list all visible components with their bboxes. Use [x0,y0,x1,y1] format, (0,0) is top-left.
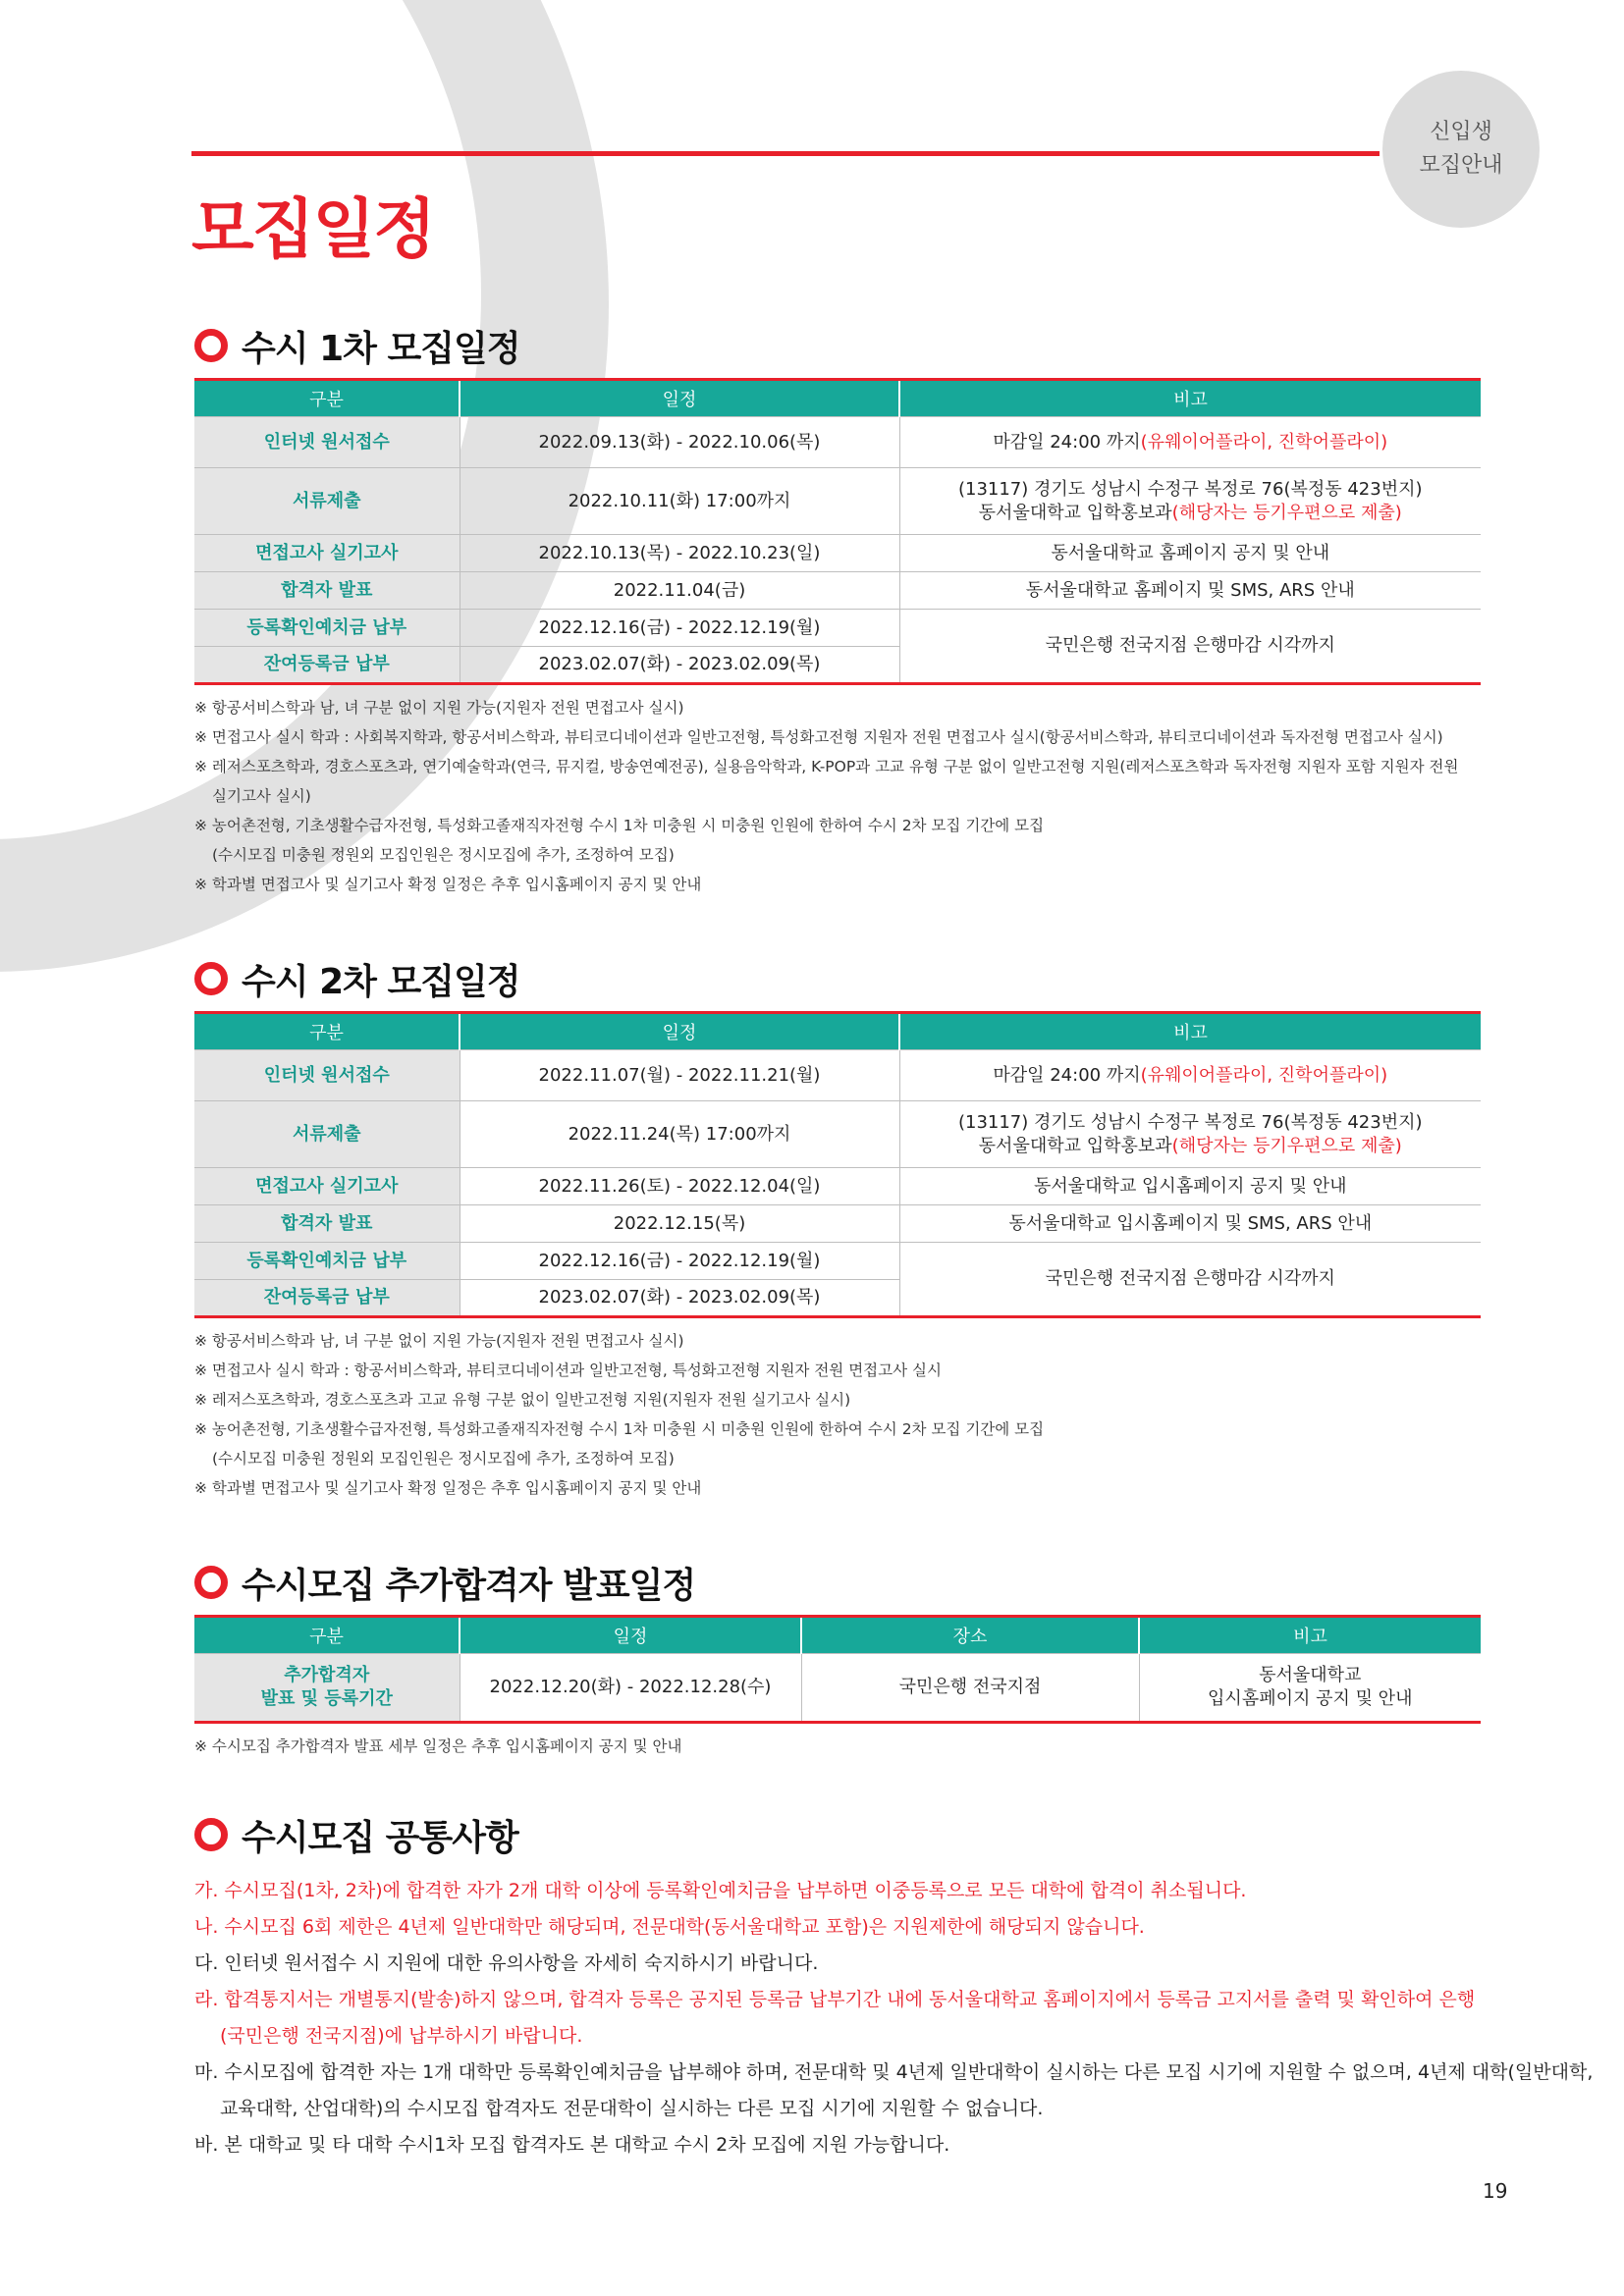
col-header-category: 구분 [194,1617,460,1654]
row-note: 동서울대학교 입시홈페이지 공지 및 안내 [899,1168,1481,1205]
row-date: 2022.11.26(토) - 2022.12.04(일) [460,1168,899,1205]
round2-section [194,954,1481,1503]
badge-line2: 모집안내 [1419,153,1503,178]
round2-title: 수시 2차 모집일정 [242,961,520,1002]
additional-table [194,1615,1481,1724]
row-date: 2022.11.24(목) 17:00까지 [460,1101,899,1168]
additional-notes [194,1732,1481,1761]
col-header-place: 장소 [801,1617,1139,1654]
round1-heading [194,321,1481,370]
common-heading [194,1810,1481,1859]
common-item-ma-cont: 교육대학, 산업대학)의 수시모집 합격자도 전문대학이 실시하는 다른 모집 시기에 지원할 수 없습니다. [220,2098,1044,2119]
circle-bullet-icon [194,1566,228,1599]
row-label: 서류제출 [194,1101,460,1168]
row-date: 2022.11.07(월) - 2022.11.21(월) [460,1050,899,1101]
note-line: ※ 농어촌전형, 기초생활수급자전형, 특성화고졸재직자전형 수시 1차 미충원 시 미충원 인원에 한하여 수시 2차 모집 기간에 모집 [194,817,1045,834]
table-row [194,1050,1481,1101]
circle-bullet-icon [194,962,228,995]
col-header-schedule: 일정 [460,1617,801,1654]
row-label: 인터넷 원서접수 [194,417,460,468]
row-note: 마감일 24:00 까지(유웨이어플라이, 진학어플라이) [899,417,1481,468]
row-note: 마감일 24:00 까지(유웨이어플라이, 진학어플라이) [899,1050,1481,1101]
note-line: ※ 레저스포츠학과, 경호스포츠과 고교 유형 구분 없이 일반고전형 지원(지원자 전원 실기고사 실시) [194,1391,851,1409]
row-date: 2023.02.07(화) - 2023.02.09(목) [460,1280,899,1317]
round1-table [194,378,1481,685]
row-note: 동서울대학교 입시홈페이지 공지 및 안내 [1139,1654,1481,1723]
table-row [194,1243,1481,1280]
circle-bullet-icon [194,329,228,362]
round1-title: 수시 1차 모집일정 [242,328,520,369]
common-item-ra: 라. 합격통지서는 개별통지(발송)하지 않으며, 합격자 등록은 공지된 등록금 납부기간 내에 동서울대학교 홈페이지에서 등록금 고지서를 출력 및 확인하여 은행 [194,1989,1476,2010]
note-line: ※ 면접고사 실시 학과 : 항공서비스학과, 뷰티코디네이션과 일반고전형, 특성화고전형 지원자 전원 면접고사 실시 [194,1362,942,1379]
common-section [194,1810,1594,2163]
page-number: 19 [1483,2179,1508,2203]
additional-heading [194,1558,1481,1607]
note-line: 실기고사 실시) [212,787,311,805]
row-label: 잔여등록금 납부 [194,1280,460,1317]
col-header-category: 구분 [194,380,460,417]
row-label: 합격자 발표 [194,1205,460,1243]
additional-title: 수시모집 추가합격자 발표일정 [242,1565,696,1606]
row-label: 합격자 발표 [194,572,460,610]
table-row [194,572,1481,610]
row-label: 잔여등록금 납부 [194,647,460,684]
row-note: (13117) 경기도 성남시 수정구 복정로 76(복정동 423번지) 동서울대학교 입학홍보과(해당자는 등기우편으로 제출) [899,1101,1481,1168]
row-date: 2022.10.13(목) - 2022.10.23(일) [460,535,899,572]
note-line: ※ 면접고사 실시 학과 : 사회복지학과, 항공서비스학과, 뷰티코디네이션과 일반고전형, 특성화고전형 지원자 전원 면접고사 실시(항공서비스학과, 뷰티코디네이션과 독자전형 면접고사 실시) [194,728,1443,746]
col-header-remarks: 비고 [899,380,1481,417]
row-label: 추가합격자 발표 및 등록기간 [194,1654,460,1723]
common-items [194,1873,1594,2163]
note-line: (수시모집 미충원 정원외 모집인원은 정시모집에 추가, 조정하여 모집) [212,846,675,864]
row-place: 국민은행 전국지점 [801,1654,1139,1723]
col-header-schedule: 일정 [460,380,899,417]
common-item-ba: 바. 본 대학교 및 타 대학 수시1차 모집 합격자도 본 대학교 수시 2차 모집에 지원 가능합니다. [194,2134,950,2156]
row-date: 2022.09.13(화) - 2022.10.06(목) [460,417,899,468]
additional-section [194,1558,1481,1761]
table-row [194,1101,1481,1168]
row-note: (13117) 경기도 성남시 수정구 복정로 76(복정동 423번지) 동서울대학교 입학홍보과(해당자는 등기우편으로 제출) [899,468,1481,535]
note-line: ※ 항공서비스학과 남, 녀 구분 없이 지원 가능(지원자 전원 면접고사 실시) [194,1332,684,1350]
row-date: 2022.10.11(화) 17:00까지 [460,468,899,535]
note-line: (수시모집 미충원 정원외 모집인원은 정시모집에 추가, 조정하여 모집) [212,1450,675,1468]
table-row [194,417,1481,468]
col-header-schedule: 일정 [460,1013,899,1050]
note-line: ※ 레저스포츠학과, 경호스포츠과, 연기예술학과(연극, 뮤지컬, 방송연예전공), 실용음악학과, K-POP과 고교 유형 구분 없이 일반고전형 지원(레저스포츠학과 독자전형 지원자 포함 지원자 전원 [194,758,1459,775]
common-item-da: 다. 인터넷 원서접수 시 지원에 대한 유의사항을 자세히 숙지하시기 바랍니다. [194,1952,819,1974]
row-label: 등록확인예치금 납부 [194,610,460,647]
common-item-ga: 가. 수시모집(1차, 2차)에 합격한 자가 2개 대학 이상에 등록확인예치금을 납부하면 이중등록으로 모든 대학에 합격이 취소됩니다. [194,1880,1247,1901]
row-label: 면접고사 실기고사 [194,1168,460,1205]
round2-table [194,1011,1481,1318]
page-title: 모집일정 [191,191,435,267]
row-note: 동서울대학교 홈페이지 공지 및 안내 [899,535,1481,572]
row-date: 2022.12.20(화) - 2022.12.28(수) [460,1654,801,1723]
note-line: ※ 학과별 면접고사 및 실기고사 확정 일정은 추후 입시홈페이지 공지 및 안내 [194,1479,702,1497]
round2-notes [194,1326,1481,1503]
section-badge [1382,71,1540,228]
common-item-ma: 마. 수시모집에 합격한 자는 1개 대학만 등록확인예치금을 납부해야 하며, 전문대학 및 4년제 일반대학이 실시하는 다른 모집 시기에 지원할 수 없으며, 4년제 대학(일반대학, [194,2061,1594,2083]
common-item-ra-cont: (국민은행 전국지점)에 납부하시기 바랍니다. [220,2025,583,2047]
row-note: 국민은행 전국지점 은행마감 시각까지 [899,1243,1481,1317]
col-header-remarks: 비고 [899,1013,1481,1050]
table-row [194,1168,1481,1205]
row-date: 2022.11.04(금) [460,572,899,610]
round2-heading [194,954,1481,1003]
row-label: 서류제출 [194,468,460,535]
row-date: 2022.12.16(금) - 2022.12.19(월) [460,1243,899,1280]
header-rule [191,151,1380,156]
row-label: 인터넷 원서접수 [194,1050,460,1101]
col-header-remarks: 비고 [1139,1617,1481,1654]
round1-section [194,321,1481,899]
table-row [194,468,1481,535]
note-line: ※ 농어촌전형, 기초생활수급자전형, 특성화고졸재직자전형 수시 1차 미충원 시 미충원 인원에 한하여 수시 2차 모집 기간에 모집 [194,1420,1045,1438]
row-note: 국민은행 전국지점 은행마감 시각까지 [899,610,1481,684]
row-date: 2022.12.15(목) [460,1205,899,1243]
row-note: 동서울대학교 홈페이지 및 SMS, ARS 안내 [899,572,1481,610]
row-note: 동서울대학교 입시홈페이지 및 SMS, ARS 안내 [899,1205,1481,1243]
row-label: 등록확인예치금 납부 [194,1243,460,1280]
col-header-category: 구분 [194,1013,460,1050]
note-line: ※ 학과별 면접고사 및 실기고사 확정 일정은 추후 입시홈페이지 공지 및 안내 [194,876,702,893]
common-title: 수시모집 공통사항 [242,1817,518,1858]
table-row [194,1205,1481,1243]
table-row [194,535,1481,572]
row-date: 2023.02.07(화) - 2023.02.09(목) [460,647,899,684]
table-row [194,1654,1481,1723]
note-line: ※ 항공서비스학과 남, 녀 구분 없이 지원 가능(지원자 전원 면접고사 실시) [194,699,684,717]
badge-line1: 신입생 [1430,120,1492,144]
round1-notes [194,693,1481,899]
note-line: ※ 수시모집 추가합격자 발표 세부 일정은 추후 입시홈페이지 공지 및 안내 [194,1737,682,1755]
circle-bullet-icon [194,1818,228,1851]
row-date: 2022.12.16(금) - 2022.12.19(월) [460,610,899,647]
common-item-na: 나. 수시모집 6회 제한은 4년제 일반대학만 해당되며, 전문대학(동서울대학교 포함)은 지원제한에 해당되지 않습니다. [194,1916,1145,1938]
table-row [194,610,1481,647]
row-label: 면접고사 실기고사 [194,535,460,572]
